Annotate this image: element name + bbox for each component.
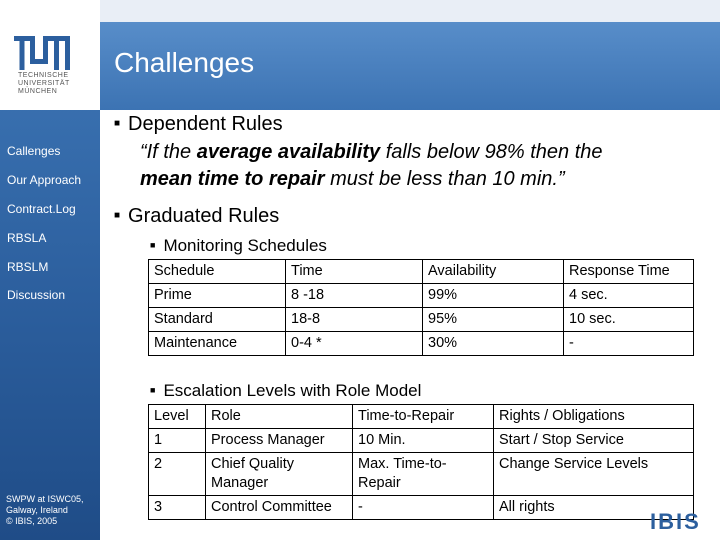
table-cell: 10 sec.: [564, 308, 694, 332]
table-cell: Standard: [149, 308, 286, 332]
table-cell: Prime: [149, 284, 286, 308]
table-cell: 8 -18: [286, 284, 423, 308]
nav-item-discussion[interactable]: Discussion: [7, 288, 66, 302]
nav-item-our-approach[interactable]: Our Approach: [7, 173, 82, 187]
nav-item-rbsla[interactable]: RBSLA: [7, 231, 47, 245]
nav-item-contract-log[interactable]: Contract.Log: [7, 202, 76, 216]
table-cell: 99%: [423, 284, 564, 308]
footer-note: SWPW at ISWC05, Galway, Ireland © IBIS, 2005: [6, 494, 84, 526]
table-cell: 18-8: [286, 308, 423, 332]
table-cell: 1: [149, 429, 206, 453]
sub-bullet-escalation: ■ Escalation Levels with Role Model: [150, 381, 422, 400]
table-cell: Change Service Levels: [494, 453, 694, 496]
tum-logo: [14, 36, 70, 70]
quote-line-1: “If the average availability falls below 98% then the: [140, 141, 603, 163]
quote-line-2: mean time to repair must be less than 10 min.”: [140, 168, 565, 190]
table-header-cell: Rights / Obligations: [494, 405, 694, 429]
nav-item-challenges[interactable]: Callenges: [7, 144, 61, 158]
table-cell: -: [564, 332, 694, 356]
table-row: [149, 453, 694, 496]
table-header-cell: Schedule: [149, 260, 286, 284]
table-header-cell: Availability: [423, 260, 564, 284]
table-cell: Max. Time-to-Repair: [353, 453, 494, 496]
table-cell: Maintenance: [149, 332, 286, 356]
nav-item-rbslm[interactable]: RBSLM: [7, 260, 49, 274]
table-header-cell: Time-to-Repair: [353, 405, 494, 429]
table-row: [149, 496, 694, 520]
schedule-table: [148, 259, 694, 356]
table-cell: Process Manager: [206, 429, 353, 453]
title-strip: [100, 0, 720, 22]
table-header-cell: Role: [206, 405, 353, 429]
table-row: [149, 429, 694, 453]
table-row: [149, 284, 694, 308]
logo-area: [0, 0, 100, 110]
table-header-cell: Response Time: [564, 260, 694, 284]
table-cell: Start / Stop Service: [494, 429, 694, 453]
bullet-dependent-rules: ■ Dependent Rules: [114, 113, 283, 135]
table-row: [149, 308, 694, 332]
table-cell: 4 sec.: [564, 284, 694, 308]
escalation-table: [148, 404, 694, 520]
table-cell: -: [353, 496, 494, 520]
table-header-cell: Time: [286, 260, 423, 284]
table-cell: 10 Min.: [353, 429, 494, 453]
table-cell: 95%: [423, 308, 564, 332]
table-cell: Chief Quality Manager: [206, 453, 353, 496]
table-header-row: [149, 405, 694, 429]
ibis-logo: IBIS: [650, 509, 701, 534]
table-cell: 3: [149, 496, 206, 520]
slide-title: Challenges: [114, 47, 255, 78]
sub-bullet-monitoring: ■ Monitoring Schedules: [150, 236, 327, 255]
table-header-cell: Level: [149, 405, 206, 429]
table-cell: Control Committee: [206, 496, 353, 520]
table-row: [149, 332, 694, 356]
table-header-row: [149, 260, 694, 284]
bullet-graduated-rules: ■ Graduated Rules: [114, 205, 280, 227]
table-cell: All rights: [494, 496, 694, 520]
table-cell: 0-4 *: [286, 332, 423, 356]
table-cell: 30%: [423, 332, 564, 356]
tum-subtext: TECHNISCHE UNIVERSITÄT MÜNCHEN: [18, 72, 70, 95]
table-cell: 2: [149, 453, 206, 496]
